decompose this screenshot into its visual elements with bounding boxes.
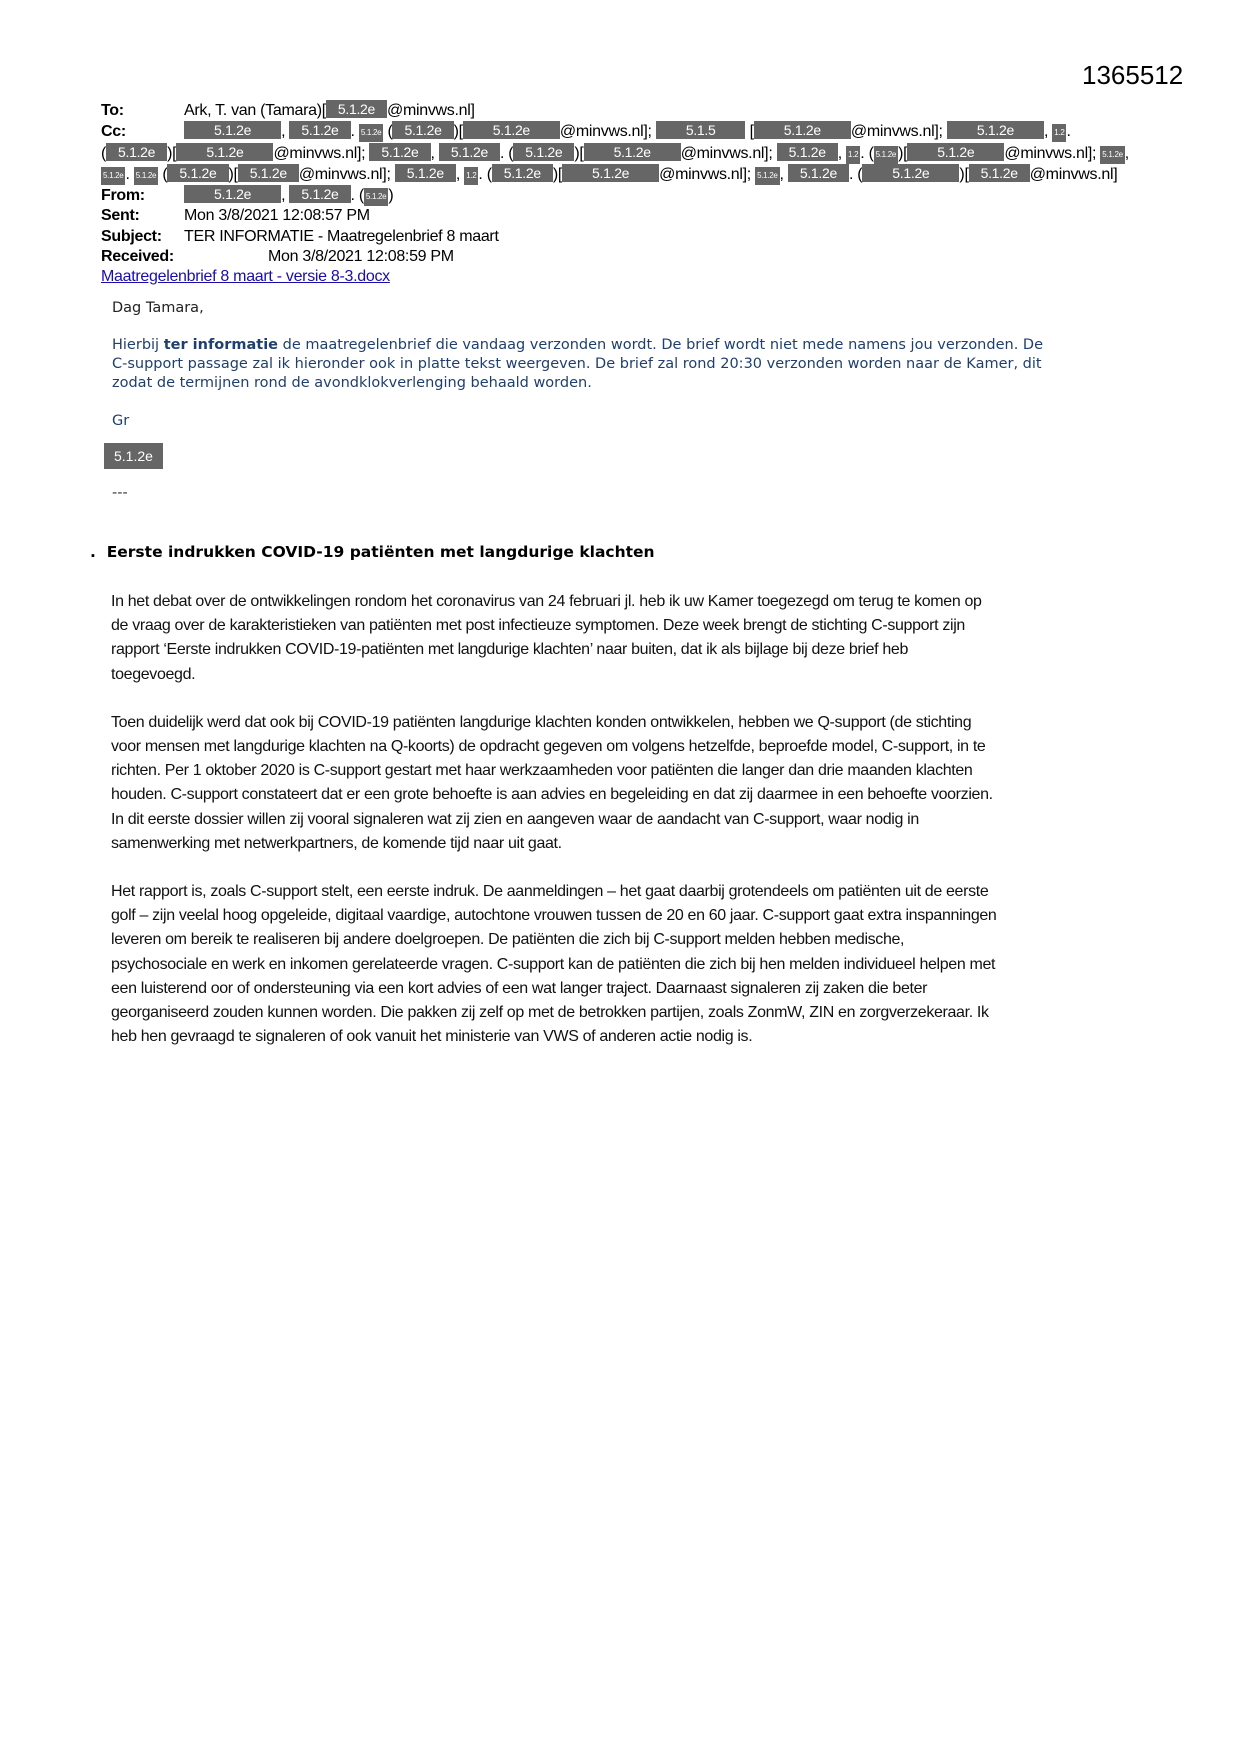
header-text: . ( (478, 165, 492, 183)
intro-bold: ter informatie (163, 337, 278, 353)
heading-bullet: . (90, 543, 96, 561)
redaction-box: 5.1.2e (184, 121, 281, 139)
redaction-box: 5.1.2e (238, 164, 299, 182)
redaction-box: 5.1.2e (369, 143, 430, 161)
redaction-box: 1.2 (464, 167, 478, 185)
header-text: )[ (574, 144, 584, 162)
to-row (101, 100, 1129, 121)
redaction-box: 5.1.2e (874, 146, 898, 164)
header-text: , (281, 123, 290, 141)
intro-line-3: zodat de termijnen rond de avondklokverlenging behaald worden. (112, 375, 592, 391)
header-text: )[ (167, 144, 177, 162)
header-text: . ( (350, 187, 364, 205)
paragraph-line: georganiseerd zouden kunnen worden. Die pakken zij zelf op met de betrokken partijen, zoals ZonmW, ZIN en zorgverzekeraar. Ik (111, 1004, 989, 1022)
redaction-box: 5.1.2e (167, 164, 228, 182)
paragraph (111, 880, 996, 1049)
redaction-box: 5.1.2e (1100, 146, 1124, 164)
closing: Gr (112, 413, 130, 429)
paragraph-line: rapport ‘Eerste indrukken COVID-19-patiënten met langdurige klachten’ naar buiten, dat ik als bijlage bij deze brief heb (111, 641, 909, 659)
redaction-box: 5.1.2e (463, 121, 560, 139)
redaction-box: 5.1.2e (907, 143, 1004, 161)
paragraph-line: toegevoegd. (111, 665, 196, 683)
header-text: @minvws.nl]; (273, 144, 370, 162)
intro-prefix: Hierbij (112, 337, 164, 353)
redaction-box: 5.1.2e (289, 121, 350, 139)
header-text: @minvws.nl]; (298, 165, 395, 183)
header-text: @minvws.nl]; (559, 123, 656, 141)
redaction-box: 5.1.2e (359, 124, 383, 142)
redaction-box: 5.1.2e (947, 121, 1044, 139)
header-text: . ( (848, 165, 863, 183)
header-text: @minvws.nl]; (659, 165, 756, 183)
received-row (101, 247, 1129, 267)
redaction-box: 5.1.2e (326, 100, 387, 118)
redaction-box: 5.1.2e (777, 143, 838, 161)
redaction-box: 1.2 (846, 146, 860, 164)
paragraph-line: Toen duidelijk werd dat ook bij COVID-19 patiënten langdurige klachten konden ontwikkelen, hebben we Q-support (de stichting (111, 713, 972, 731)
redaction-box: 5.1.2e (364, 188, 388, 206)
header-text: , (1124, 144, 1129, 162)
redaction-box: 5.1.2e (969, 164, 1030, 182)
redaction-box: 5.1.2e (584, 143, 681, 161)
header-text: @minvws.nl] (1029, 165, 1118, 183)
from-row (101, 185, 1129, 206)
redaction-box: 5.1.5 (656, 121, 746, 139)
redaction-box: 5.1.2e (439, 143, 500, 161)
redaction-box: 5.1.2e (101, 167, 125, 185)
redaction-box: 5.1.2e (788, 164, 849, 182)
redaction-box: 5.1.2e (134, 167, 158, 185)
paragraph-line: richten. Per 1 oktober 2020 is C-support gestart met haar werkzaamheden voor patiënten die langer dan drie maanden klachten (111, 762, 973, 780)
section-heading (90, 543, 655, 561)
redaction-box: 1.2 (1052, 124, 1066, 142)
paragraph-line: In dit eerste dossier willen zij vooral signaleren wat zij zien en aangeven waar de aandacht van C-support, waar nodig in (111, 810, 919, 828)
header-text: )[ (228, 165, 238, 183)
paragraph-line: In het debat over de ontwikkelingen rondom het coronavirus van 24 februari jl. heb ik uw Kamer toegezegd om terug te komen op (111, 593, 982, 610)
document-number: 1365512 (1082, 60, 1184, 90)
paragraph (111, 711, 996, 856)
header-text: )[ (959, 165, 969, 183)
sent-row (101, 206, 1129, 226)
header-text: )[ (552, 165, 563, 183)
paragraph-line: leveren om bereik te realiseren bij andere doelgroepen. De patiënten die zich bij C-support melden hebben medische, (111, 931, 905, 949)
cc-row (101, 121, 1129, 185)
cc-value (101, 123, 1129, 183)
header-text: . ( (860, 144, 874, 162)
header-text: )[ (898, 144, 908, 162)
redaction-box: 5.1.2e (395, 164, 456, 182)
paragraph-line: de vraag over de karakteristieken van patiënten met post infectieuze symptomen. Deze week brengt de stichting C-support zijn (111, 617, 965, 635)
redaction-box: 5.1.2e (176, 143, 273, 161)
redaction-box: 5.1.2e (754, 121, 851, 139)
header-text: , (837, 144, 847, 162)
attachment-link[interactable]: Maatregelenbrief 8 maart - versie 8-3.docx (101, 268, 390, 286)
signature-redaction: 5.1.2e (104, 443, 163, 469)
paragraph-line: houden. C-support constateert dat er een grote behoefte is aan advies en begeleiding en dat zij daarmee in een behoefte voorzien. (111, 786, 993, 804)
paragraph-line: Het rapport is, zoals C-support stelt, een eerste indruk. De aanmeldingen – het gaat daarbij grotendeels om patiënten uit de eerste (111, 883, 989, 901)
subject-value: TER INFORMATIE - Maatregelenbrief 8 maart (184, 227, 499, 245)
redaction-box: 5.1.2e (513, 143, 574, 161)
redaction-box: 5.1.2e (184, 185, 281, 203)
header-text: , (430, 144, 439, 162)
paragraph-line: golf – zijn veelal hoog opgeleide, digitaal vaardige, autochtone vrouwen tussen de 20 en 60 jaar. C-support gaat extra inspanningen (111, 907, 997, 925)
header-text: ( (158, 165, 168, 183)
heading-text: Eerste indrukken COVID-19 patiënten met langdurige klachten (106, 543, 655, 561)
subject-label: Subject: (101, 227, 162, 245)
header-text: . (350, 123, 359, 141)
paragraph-line: voor mensen met langdurige klachten na Q-koorts) de opdracht gegeven om volgens hetzelfde, beproefde model, C-support, in te (111, 738, 986, 756)
letter-body (111, 590, 996, 1073)
paragraph (111, 590, 996, 687)
paragraph-line: samenwerking met netwerkpartners, de komende tijd naar uit gaat. (111, 834, 562, 852)
redaction-box: 5.1.2e (289, 185, 350, 203)
sent-value: Mon 3/8/2021 12:08:57 PM (184, 207, 370, 225)
header-text: ( (383, 123, 393, 141)
header-text: @minvws.nl] (387, 102, 475, 119)
email-header (101, 100, 1129, 288)
greeting: Dag Tamara, (112, 300, 204, 316)
header-text: @minvws.nl]; (680, 144, 777, 162)
header-text: . (125, 165, 134, 183)
header-text: @minvws.nl]; (1004, 144, 1101, 162)
intro-line-1: de maatregelenbrief die vandaag verzonden wordt. De brief wordt niet mede namens jou verzonden. De (278, 337, 1043, 353)
header-text: @minvws.nl]; (850, 123, 947, 141)
header-text: . (1066, 123, 1071, 141)
header-text: , (779, 165, 788, 183)
header-text: , (455, 165, 465, 183)
header-text: [ (745, 123, 754, 141)
paragraph-line: heb hen gevraagd te signaleren of ook vanuit het ministerie van VWS of anderen actie nodig is. (111, 1028, 753, 1046)
redaction-box: 5.1.2e (755, 167, 779, 185)
received-label: Received: (101, 248, 174, 266)
sent-label: Sent: (101, 207, 140, 225)
to-value (184, 102, 475, 119)
header-text: , (1043, 123, 1053, 141)
redaction-box: 5.1.2e (492, 164, 553, 182)
from-value (184, 187, 393, 204)
header-text: ) (388, 187, 394, 205)
from-label: From: (101, 187, 145, 205)
header-text: Ark, T. van (Tamara)[ (184, 102, 326, 119)
intro-paragraph (112, 336, 1162, 393)
redaction-box: 5.1.2e (862, 164, 959, 182)
paragraph-line: psychosociale en werk en inkomen gerelateerde vragen. C-support kan de patiënten die zich bij hen melden individueel helpen met (111, 955, 996, 973)
redaction-box: 5.1.2e (562, 164, 659, 182)
header-text: , (281, 187, 290, 205)
to-label: To: (101, 102, 124, 119)
header-text: )[ (453, 123, 463, 141)
header-text: . ( (499, 144, 514, 162)
header-text: ( (101, 144, 107, 162)
paragraph-line: een luisterend oor of ondersteuning via een kort advies of een wat langer traject. Daarnaast signaleren zij zaken die beter (111, 979, 928, 997)
intro-line-2: C-support passage zal ik hieronder ook in platte tekst weergeven. De brief zal rond 20:30 verzonden worden naar de Kamer, dit (112, 356, 1042, 372)
separator: --- (112, 485, 128, 501)
redaction-box: 5.1.2e (106, 143, 167, 161)
redaction-box: 5.1.2e (392, 121, 453, 139)
cc-label: Cc: (101, 123, 126, 141)
received-value: Mon 3/8/2021 12:08:59 PM (268, 248, 454, 266)
subject-row (101, 227, 1129, 247)
email-body (112, 300, 1162, 501)
